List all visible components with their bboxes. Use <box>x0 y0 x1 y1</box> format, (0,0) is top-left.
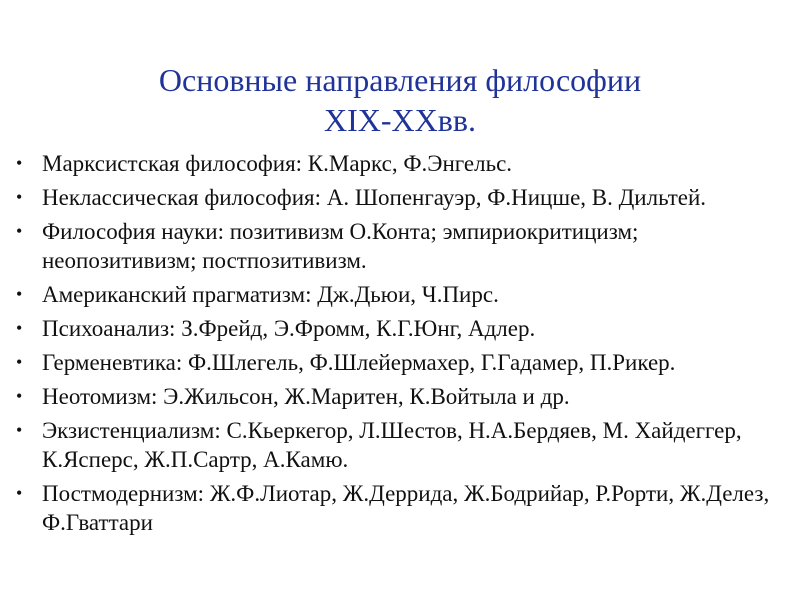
bullet-icon: • <box>16 352 23 372</box>
list-item-text: Герменевтика: Ф.Шлегель, Ф.Шлейермахер, Г.Гадамер, П.Рикер. <box>42 350 676 375</box>
list-item-text: Неклассическая философия: А. Шопенгауэр, Ф.Ницше, В. Дильтей. <box>42 185 707 210</box>
list-item-text: Марксистская философия: К.Маркс, Ф.Энгельс. <box>42 151 513 176</box>
bullet-list <box>16 149 786 542</box>
list-item <box>16 314 786 343</box>
bullet-icon: • <box>16 221 23 241</box>
bullet-icon: • <box>16 284 23 304</box>
list-item-text: Американский прагматизм: Дж.Дьюи, Ч.Пирс. <box>42 282 499 307</box>
list-item <box>16 183 786 212</box>
list-item-text: Психоанализ: З.Фрейд, Э.Фромм, К.Г.Юнг, Адлер. <box>42 316 536 341</box>
bullet-icon: • <box>16 386 23 406</box>
list-item-text: Экзистенциализм: С.Кьеркегор, Л.Шестов, Н.А.Бердяев, М. Хайдеггер, К.Ясперс, Ж.П.Сартр, А.Камю. <box>42 418 742 472</box>
bullet-icon: • <box>16 483 23 503</box>
title-line-2: XIX-XXвв. <box>324 102 476 138</box>
slide-title <box>0 60 800 140</box>
list-item <box>16 416 786 474</box>
list-item <box>16 382 786 411</box>
bullet-icon: • <box>16 153 23 173</box>
list-item <box>16 479 786 537</box>
list-item-text: Постмодернизм: Ж.Ф.Лиотар, Ж.Деррида, Ж.Бодрийар, Р.Рорти, Ж.Делез, Ф.Гваттари <box>42 481 770 535</box>
list-item <box>16 280 786 309</box>
bullet-icon: • <box>16 420 23 440</box>
bullet-icon: • <box>16 318 23 338</box>
list-item <box>16 348 786 377</box>
title-line-1: Основные направления философии <box>158 62 642 98</box>
list-item-text: Философия науки: позитивизм О.Конта; эмпириокритицизм; неопозитивизм; постпозитивизм. <box>42 219 639 273</box>
list-item <box>16 217 786 275</box>
list-item-text: Неотомизм: Э.Жильсон, Ж.Маритен, К.Войтыла и др. <box>42 384 570 409</box>
bullet-icon: • <box>16 187 23 207</box>
list-item <box>16 149 786 178</box>
